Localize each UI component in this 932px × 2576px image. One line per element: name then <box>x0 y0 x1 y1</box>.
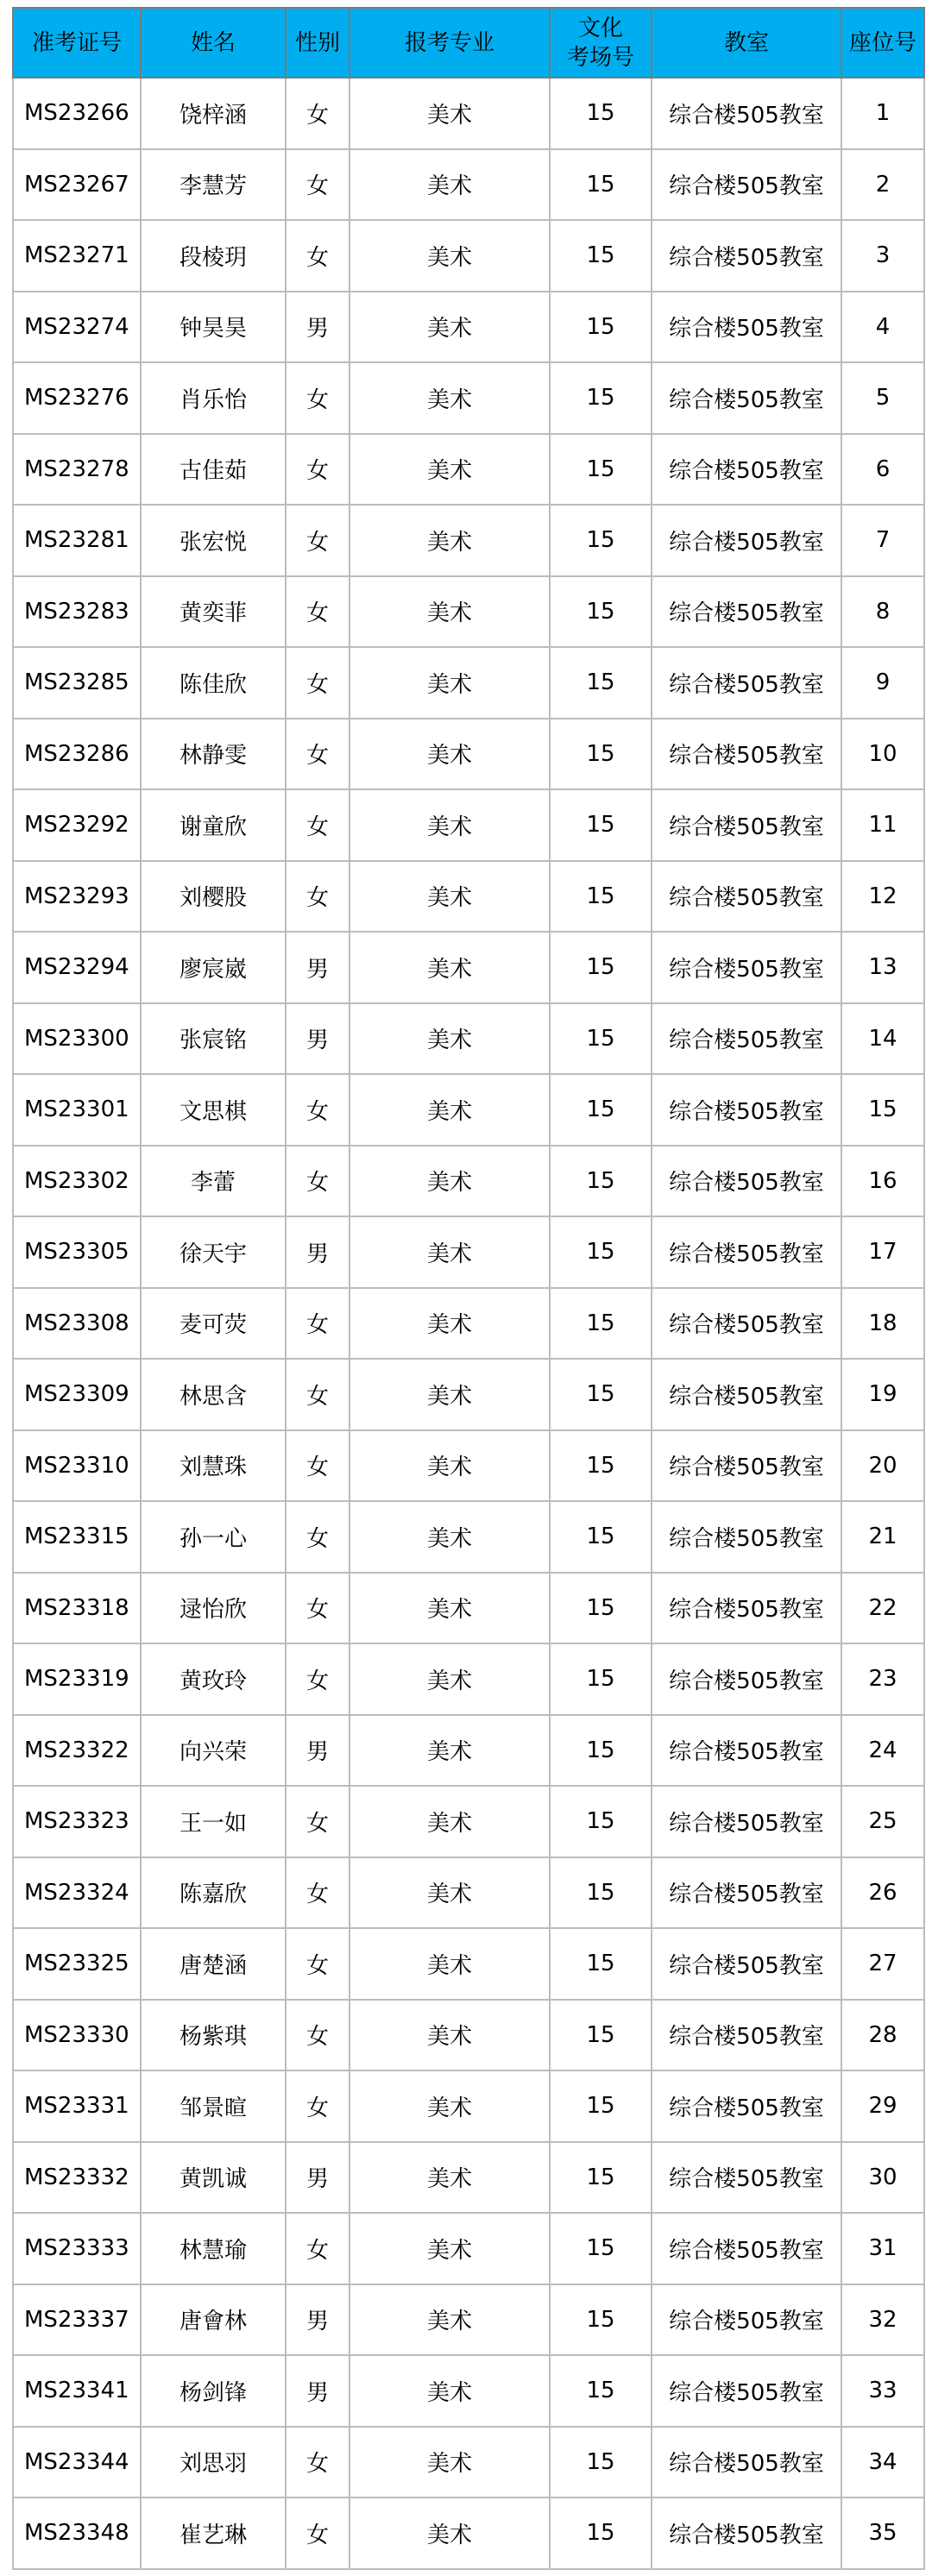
cell-seat: 5 <box>841 362 924 434</box>
cell-exam-room: 15 <box>550 1216 652 1288</box>
table-row <box>13 789 924 861</box>
cell-gender: 女 <box>286 149 350 221</box>
cell-major: 美术 <box>350 2284 550 2356</box>
cell-name: 王一如 <box>141 1786 286 1857</box>
table-row <box>13 1216 924 1288</box>
cell-name: 唐楚涵 <box>141 1928 286 2000</box>
cell-seat: 6 <box>841 434 924 506</box>
cell-seat: 13 <box>841 932 924 1003</box>
cell-id: MS23301 <box>13 1074 141 1146</box>
cell-seat: 23 <box>841 1643 924 1715</box>
cell-seat: 27 <box>841 1928 924 2000</box>
cell-major: 美术 <box>350 932 550 1003</box>
cell-name: 崔艺琳 <box>141 2497 286 2569</box>
cell-gender: 男 <box>286 2284 350 2356</box>
cell-gender: 女 <box>286 1643 350 1715</box>
cell-classroom: 综合楼505教室 <box>652 861 841 933</box>
cell-name: 张宸铭 <box>141 1003 286 1075</box>
cell-name: 徐天宇 <box>141 1216 286 1288</box>
cell-major: 美术 <box>350 292 550 363</box>
cell-major: 美术 <box>350 1857 550 1929</box>
cell-exam-room: 15 <box>550 149 652 221</box>
cell-id: MS23266 <box>13 78 141 149</box>
cell-seat: 21 <box>841 1501 924 1573</box>
cell-classroom: 综合楼505教室 <box>652 2000 841 2071</box>
cell-major: 美术 <box>350 2427 550 2498</box>
cell-gender: 女 <box>286 434 350 506</box>
cell-exam-room: 15 <box>550 1928 652 2000</box>
cell-gender: 女 <box>286 719 350 790</box>
cell-exam-room: 15 <box>550 719 652 790</box>
cell-id: MS23341 <box>13 2355 141 2427</box>
cell-major: 美术 <box>350 2000 550 2071</box>
table-row <box>13 2142 924 2214</box>
cell-seat: 28 <box>841 2000 924 2071</box>
cell-id: MS23337 <box>13 2284 141 2356</box>
cell-gender: 男 <box>286 2142 350 2214</box>
cell-gender: 女 <box>286 861 350 933</box>
table-row <box>13 220 924 292</box>
cell-gender: 女 <box>286 1573 350 1644</box>
cell-id: MS23292 <box>13 789 141 861</box>
cell-classroom: 综合楼505教室 <box>652 292 841 363</box>
cell-name: 刘慧珠 <box>141 1430 286 1502</box>
cell-exam-room: 15 <box>550 647 652 719</box>
table-row <box>13 719 924 790</box>
cell-major: 美术 <box>350 78 550 149</box>
cell-seat: 19 <box>841 1359 924 1430</box>
cell-major: 美术 <box>350 576 550 648</box>
table-row <box>13 647 924 719</box>
cell-major: 美术 <box>350 1715 550 1787</box>
cell-exam-room: 15 <box>550 1573 652 1644</box>
cell-major: 美术 <box>350 1786 550 1857</box>
cell-name: 邹景暄 <box>141 2070 286 2142</box>
cell-id: MS23310 <box>13 1430 141 1502</box>
cell-major: 美术 <box>350 434 550 506</box>
cell-name: 林思含 <box>141 1359 286 1430</box>
table-row <box>13 434 924 506</box>
cell-classroom: 综合楼505教室 <box>652 2070 841 2142</box>
table-row <box>13 362 924 434</box>
cell-name: 饶梓涵 <box>141 78 286 149</box>
cell-gender: 男 <box>286 932 350 1003</box>
cell-id: MS23293 <box>13 861 141 933</box>
cell-seat: 4 <box>841 292 924 363</box>
cell-major: 美术 <box>350 362 550 434</box>
cell-exam-room: 15 <box>550 2213 652 2284</box>
header-exam-room <box>550 8 652 78</box>
cell-gender: 男 <box>286 1003 350 1075</box>
cell-gender: 男 <box>286 1715 350 1787</box>
table-row <box>13 1146 924 1217</box>
cell-exam-room: 15 <box>550 1146 652 1217</box>
cell-exam-room: 15 <box>550 1359 652 1430</box>
cell-exam-room: 15 <box>550 1715 652 1787</box>
header-gender: 性别 <box>286 8 350 78</box>
cell-name: 麦可荧 <box>141 1288 286 1360</box>
cell-gender: 女 <box>286 1928 350 2000</box>
table-row <box>13 1928 924 2000</box>
cell-name: 杨紫琪 <box>141 2000 286 2071</box>
cell-name: 向兴荣 <box>141 1715 286 1787</box>
cell-classroom: 综合楼505教室 <box>652 1430 841 1502</box>
header-exam-room-line1: 文化 <box>577 15 623 41</box>
cell-seat: 24 <box>841 1715 924 1787</box>
cell-name: 孙一心 <box>141 1501 286 1573</box>
cell-seat: 7 <box>841 505 924 576</box>
cell-exam-room: 15 <box>550 434 652 506</box>
cell-major: 美术 <box>350 1003 550 1075</box>
cell-seat: 17 <box>841 1216 924 1288</box>
cell-seat: 15 <box>841 1074 924 1146</box>
cell-gender: 女 <box>286 2427 350 2498</box>
cell-gender: 女 <box>286 1074 350 1146</box>
cell-major: 美术 <box>350 1643 550 1715</box>
cell-id: MS23267 <box>13 149 141 221</box>
cell-major: 美术 <box>350 2142 550 2214</box>
header-exam-room-line2: 考场号 <box>566 44 634 71</box>
cell-name: 陈嘉欣 <box>141 1857 286 1929</box>
cell-gender: 女 <box>286 1786 350 1857</box>
table-row <box>13 1430 924 1502</box>
cell-name: 林慧瑜 <box>141 2213 286 2284</box>
cell-exam-room: 15 <box>550 1857 652 1929</box>
cell-classroom: 综合楼505教室 <box>652 1074 841 1146</box>
cell-id: MS23322 <box>13 1715 141 1787</box>
cell-name: 李慧芳 <box>141 149 286 221</box>
cell-classroom: 综合楼505教室 <box>652 647 841 719</box>
cell-name: 逯怡欣 <box>141 1573 286 1644</box>
cell-classroom: 综合楼505教室 <box>652 149 841 221</box>
cell-seat: 20 <box>841 1430 924 1502</box>
cell-exam-room: 15 <box>550 1786 652 1857</box>
cell-name: 段棱玥 <box>141 220 286 292</box>
cell-classroom: 综合楼505教室 <box>652 1501 841 1573</box>
cell-gender: 女 <box>286 576 350 648</box>
table-row <box>13 1288 924 1360</box>
cell-id: MS23305 <box>13 1216 141 1288</box>
header-row <box>13 8 924 78</box>
cell-gender: 女 <box>286 789 350 861</box>
cell-seat: 18 <box>841 1288 924 1360</box>
cell-exam-room: 15 <box>550 1288 652 1360</box>
cell-exam-room: 15 <box>550 789 652 861</box>
cell-seat: 30 <box>841 2142 924 2214</box>
table-row <box>13 2000 924 2071</box>
cell-classroom: 综合楼505教室 <box>652 932 841 1003</box>
cell-exam-room: 15 <box>550 576 652 648</box>
table-row <box>13 1074 924 1146</box>
cell-gender: 女 <box>286 2497 350 2569</box>
cell-seat: 10 <box>841 719 924 790</box>
cell-gender: 女 <box>286 647 350 719</box>
header-classroom: 教室 <box>652 8 841 78</box>
cell-classroom: 综合楼505教室 <box>652 576 841 648</box>
cell-id: MS23300 <box>13 1003 141 1075</box>
cell-name: 黄奕菲 <box>141 576 286 648</box>
cell-id: MS23294 <box>13 932 141 1003</box>
cell-classroom: 综合楼505教室 <box>652 2497 841 2569</box>
table-row <box>13 1003 924 1075</box>
cell-name: 古佳茹 <box>141 434 286 506</box>
cell-gender: 女 <box>286 1430 350 1502</box>
cell-name: 李蕾 <box>141 1146 286 1217</box>
cell-seat: 1 <box>841 78 924 149</box>
cell-id: MS23323 <box>13 1786 141 1857</box>
cell-id: MS23324 <box>13 1857 141 1929</box>
cell-name: 刘思羽 <box>141 2427 286 2498</box>
cell-name: 钟昊昊 <box>141 292 286 363</box>
cell-id: MS23286 <box>13 719 141 790</box>
header-major: 报考专业 <box>350 8 550 78</box>
cell-id: MS23325 <box>13 1928 141 2000</box>
cell-major: 美术 <box>350 1288 550 1360</box>
cell-classroom: 综合楼505教室 <box>652 362 841 434</box>
cell-gender: 男 <box>286 1216 350 1288</box>
cell-exam-room: 15 <box>550 362 652 434</box>
cell-major: 美术 <box>350 1146 550 1217</box>
header-name: 姓名 <box>141 8 286 78</box>
table-row <box>13 2070 924 2142</box>
cell-major: 美术 <box>350 2213 550 2284</box>
cell-name: 谢童欣 <box>141 789 286 861</box>
cell-name: 文思棋 <box>141 1074 286 1146</box>
header-seat: 座位号 <box>841 8 924 78</box>
cell-major: 美术 <box>350 2497 550 2569</box>
cell-seat: 34 <box>841 2427 924 2498</box>
cell-seat: 16 <box>841 1146 924 1217</box>
cell-classroom: 综合楼505教室 <box>652 1003 841 1075</box>
cell-id: MS23344 <box>13 2427 141 2498</box>
cell-major: 美术 <box>350 647 550 719</box>
cell-major: 美术 <box>350 1430 550 1502</box>
cell-gender: 女 <box>286 1359 350 1430</box>
cell-exam-room: 15 <box>550 78 652 149</box>
cell-seat: 26 <box>841 1857 924 1929</box>
cell-exam-room: 15 <box>550 1643 652 1715</box>
header-id: 准考证号 <box>13 8 141 78</box>
cell-classroom: 综合楼505教室 <box>652 2142 841 2214</box>
cell-id: MS23308 <box>13 1288 141 1360</box>
cell-id: MS23274 <box>13 292 141 363</box>
cell-gender: 女 <box>286 2213 350 2284</box>
cell-exam-room: 15 <box>550 292 652 363</box>
cell-exam-room: 15 <box>550 1430 652 1502</box>
cell-major: 美术 <box>350 789 550 861</box>
cell-major: 美术 <box>350 1928 550 2000</box>
cell-seat: 11 <box>841 789 924 861</box>
cell-id: MS23332 <box>13 2142 141 2214</box>
cell-seat: 2 <box>841 149 924 221</box>
cell-classroom: 综合楼505教室 <box>652 1715 841 1787</box>
cell-name: 廖宸崴 <box>141 932 286 1003</box>
cell-id: MS23318 <box>13 1573 141 1644</box>
cell-exam-room: 15 <box>550 932 652 1003</box>
cell-major: 美术 <box>350 2355 550 2427</box>
cell-exam-room: 15 <box>550 2284 652 2356</box>
cell-major: 美术 <box>350 719 550 790</box>
cell-seat: 9 <box>841 647 924 719</box>
cell-gender: 男 <box>286 2355 350 2427</box>
exam-seating-table <box>12 7 925 2570</box>
cell-id: MS23271 <box>13 220 141 292</box>
cell-exam-room: 15 <box>550 505 652 576</box>
cell-major: 美术 <box>350 505 550 576</box>
cell-exam-room: 15 <box>550 2070 652 2142</box>
cell-major: 美术 <box>350 2070 550 2142</box>
cell-classroom: 综合楼505教室 <box>652 1573 841 1644</box>
cell-id: MS23283 <box>13 576 141 648</box>
cell-gender: 女 <box>286 2000 350 2071</box>
cell-exam-room: 15 <box>550 2355 652 2427</box>
table-row <box>13 505 924 576</box>
cell-classroom: 综合楼505教室 <box>652 1146 841 1217</box>
cell-classroom: 综合楼505教室 <box>652 2355 841 2427</box>
table-header <box>13 8 924 78</box>
cell-name: 张宏悦 <box>141 505 286 576</box>
table-row <box>13 292 924 363</box>
cell-seat: 14 <box>841 1003 924 1075</box>
cell-exam-room: 15 <box>550 2427 652 2498</box>
cell-id: MS23309 <box>13 1359 141 1430</box>
cell-exam-room: 15 <box>550 2000 652 2071</box>
cell-id: MS23333 <box>13 2213 141 2284</box>
cell-gender: 女 <box>286 1146 350 1217</box>
table-row <box>13 1715 924 1787</box>
cell-major: 美术 <box>350 1359 550 1430</box>
cell-id: MS23302 <box>13 1146 141 1217</box>
cell-id: MS23348 <box>13 2497 141 2569</box>
cell-classroom: 综合楼505教室 <box>652 1288 841 1360</box>
cell-major: 美术 <box>350 1573 550 1644</box>
cell-seat: 29 <box>841 2070 924 2142</box>
cell-classroom: 综合楼505教室 <box>652 1857 841 1929</box>
cell-exam-room: 15 <box>550 1501 652 1573</box>
cell-id: MS23276 <box>13 362 141 434</box>
cell-name: 肖乐怡 <box>141 362 286 434</box>
cell-seat: 33 <box>841 2355 924 2427</box>
table-row <box>13 2213 924 2284</box>
cell-classroom: 综合楼505教室 <box>652 220 841 292</box>
cell-exam-room: 15 <box>550 220 652 292</box>
cell-exam-room: 15 <box>550 1003 652 1075</box>
cell-gender: 女 <box>286 78 350 149</box>
table-body <box>13 78 924 2569</box>
table-row <box>13 2497 924 2569</box>
cell-gender: 女 <box>286 1288 350 1360</box>
cell-exam-room: 15 <box>550 2142 652 2214</box>
cell-classroom: 综合楼505教室 <box>652 1643 841 1715</box>
cell-classroom: 综合楼505教室 <box>652 2284 841 2356</box>
cell-major: 美术 <box>350 149 550 221</box>
cell-classroom: 综合楼505教室 <box>652 434 841 506</box>
cell-name: 黄玫玲 <box>141 1643 286 1715</box>
cell-id: MS23319 <box>13 1643 141 1715</box>
cell-exam-room: 15 <box>550 861 652 933</box>
cell-major: 美术 <box>350 861 550 933</box>
cell-classroom: 综合楼505教室 <box>652 1359 841 1430</box>
cell-gender: 女 <box>286 1857 350 1929</box>
cell-seat: 31 <box>841 2213 924 2284</box>
cell-id: MS23331 <box>13 2070 141 2142</box>
cell-seat: 3 <box>841 220 924 292</box>
cell-gender: 女 <box>286 1501 350 1573</box>
cell-classroom: 综合楼505教室 <box>652 505 841 576</box>
cell-classroom: 综合楼505教室 <box>652 1786 841 1857</box>
cell-name: 陈佳欣 <box>141 647 286 719</box>
cell-gender: 女 <box>286 2070 350 2142</box>
table-row <box>13 1786 924 1857</box>
table-row <box>13 1501 924 1573</box>
cell-seat: 35 <box>841 2497 924 2569</box>
cell-exam-room: 15 <box>550 1074 652 1146</box>
table-row <box>13 861 924 933</box>
cell-seat: 32 <box>841 2284 924 2356</box>
table-row <box>13 932 924 1003</box>
table-row <box>13 1643 924 1715</box>
cell-name: 唐會林 <box>141 2284 286 2356</box>
cell-gender: 女 <box>286 505 350 576</box>
cell-seat: 8 <box>841 576 924 648</box>
cell-major: 美术 <box>350 1216 550 1288</box>
cell-classroom: 综合楼505教室 <box>652 2427 841 2498</box>
table-row <box>13 78 924 149</box>
cell-classroom: 综合楼505教室 <box>652 789 841 861</box>
cell-seat: 25 <box>841 1786 924 1857</box>
cell-name: 林静雯 <box>141 719 286 790</box>
cell-major: 美术 <box>350 1074 550 1146</box>
cell-gender: 女 <box>286 220 350 292</box>
cell-id: MS23281 <box>13 505 141 576</box>
cell-classroom: 综合楼505教室 <box>652 78 841 149</box>
cell-classroom: 综合楼505教室 <box>652 1928 841 2000</box>
table-row <box>13 2427 924 2498</box>
cell-classroom: 综合楼505教室 <box>652 719 841 790</box>
cell-id: MS23330 <box>13 2000 141 2071</box>
table-row <box>13 2355 924 2427</box>
cell-classroom: 综合楼505教室 <box>652 1216 841 1288</box>
cell-seat: 22 <box>841 1573 924 1644</box>
table-row <box>13 149 924 221</box>
cell-id: MS23285 <box>13 647 141 719</box>
cell-gender: 女 <box>286 362 350 434</box>
table-row <box>13 1573 924 1644</box>
cell-classroom: 综合楼505教室 <box>652 2213 841 2284</box>
cell-name: 杨剑锋 <box>141 2355 286 2427</box>
table-row <box>13 1359 924 1430</box>
cell-exam-room: 15 <box>550 2497 652 2569</box>
cell-id: MS23278 <box>13 434 141 506</box>
table-row <box>13 1857 924 1929</box>
cell-major: 美术 <box>350 220 550 292</box>
cell-gender: 男 <box>286 292 350 363</box>
cell-id: MS23315 <box>13 1501 141 1573</box>
cell-name: 黄凯诚 <box>141 2142 286 2214</box>
table-row <box>13 576 924 648</box>
cell-seat: 12 <box>841 861 924 933</box>
cell-major: 美术 <box>350 1501 550 1573</box>
cell-name: 刘樱股 <box>141 861 286 933</box>
table-row <box>13 2284 924 2356</box>
